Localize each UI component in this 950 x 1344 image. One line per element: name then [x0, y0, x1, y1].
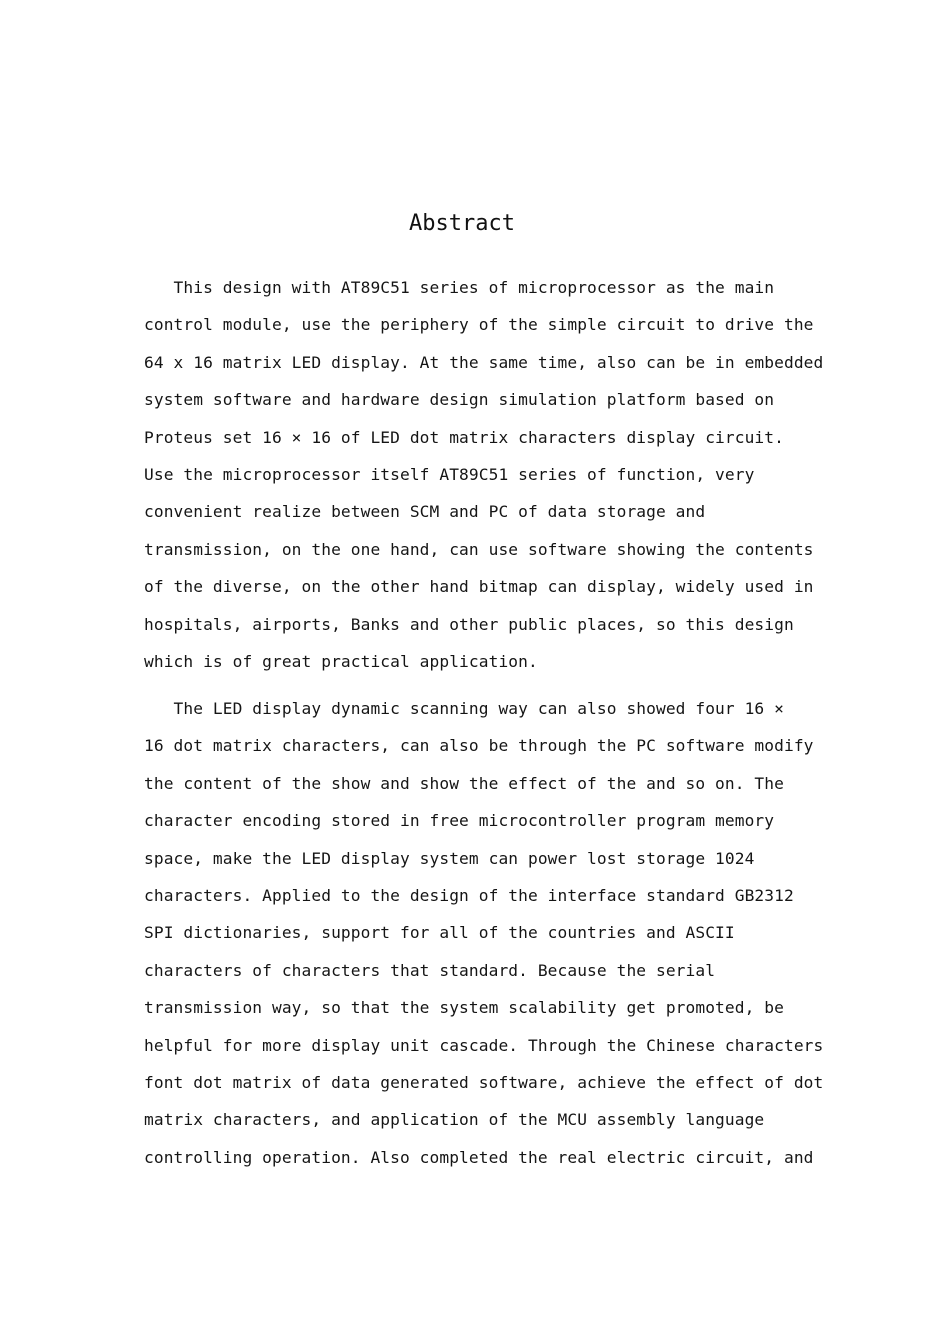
text-line: space, make the LED display system can power lost storage 1024: [144, 848, 755, 868]
text-line: characters. Applied to the design of the interface standard GB2312: [144, 885, 794, 905]
text-line: SPI dictionaries, support for all of the countries and ASCII: [144, 923, 735, 943]
text-line: transmission way, so that the system scalability get promoted, be: [144, 998, 784, 1018]
text-line: matrix characters, and application of the MCU assembly language: [144, 1110, 765, 1130]
text-line: transmission, on the one hand, can use software showing the contents: [144, 539, 814, 559]
text-line: hospitals, airports, Banks and other public places, so this design: [144, 614, 794, 634]
text-line: 64 x 16 matrix LED display. At the same time, also can be in embedded: [144, 352, 824, 372]
abstract-paragraph-2: [144, 690, 824, 1176]
text-line: 16 dot matrix characters, can also be through the PC software modify: [144, 736, 814, 756]
text-line: character encoding stored in free microcontroller program memory: [144, 811, 775, 831]
text-line: the content of the show and show the effect of the and so on. The: [144, 773, 784, 793]
text-line: of the diverse, on the other hand bitmap can display, widely used in: [144, 577, 814, 597]
abstract-paragraph-1: [144, 269, 824, 680]
text-line: characters of characters that standard. Because the serial: [144, 960, 716, 980]
text-line: This design with AT89C51 series of microprocessor as the main: [144, 278, 775, 297]
page-title: Abstract: [409, 211, 515, 236]
text-line: The LED display dynamic scanning way can also showed four 16 ×: [144, 699, 784, 718]
text-line: convenient realize between SCM and PC of data storage and: [144, 502, 706, 522]
text-line: control module, use the periphery of the simple circuit to drive the: [144, 315, 814, 335]
text-line: controlling operation. Also completed the real electric circuit, and: [144, 1147, 814, 1167]
text-line: system software and hardware design simulation platform based on: [144, 390, 775, 410]
text-line: Proteus set 16 × 16 of LED dot matrix characters display circuit.: [144, 427, 784, 447]
text-line: helpful for more display unit cascade. Through the Chinese characters: [144, 1035, 824, 1055]
text-line: Use the microprocessor itself AT89C51 series of function, very: [144, 464, 755, 484]
text-line: font dot matrix of data generated software, achieve the effect of dot: [144, 1072, 824, 1092]
text-line: which is of great practical application.: [144, 651, 538, 671]
